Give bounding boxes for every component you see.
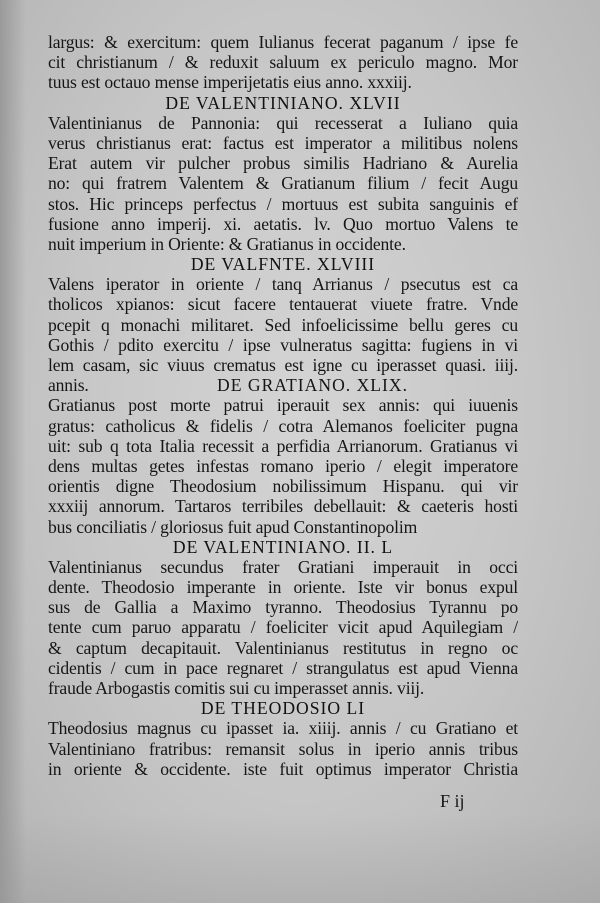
text-line: & captum decapitauit. Valentinianus restitutus in regno oc <box>48 637 518 658</box>
text-line: cidentis / cum in pace regnaret / strangulatus est apud Vienna <box>48 657 518 678</box>
text-line: pcepit q monachi militaret. Sed infoelicissime bellu geres cu <box>48 314 518 335</box>
text-line: fraude Arbogastis comitis sui cu imperasset annis. viij. <box>48 678 425 698</box>
section-valens <box>48 254 518 395</box>
text-line: dente. Theodosio imperante in oriente. Iste vir bonus expul <box>48 577 518 598</box>
intro-paragraph <box>48 32 518 93</box>
section-heading: DE VALENTINIANO. II. L <box>172 536 394 557</box>
text-line: Gratianus post morte patrui iperauit sex annis: qui iuuenis <box>48 395 518 416</box>
text-line: stos. Hic princeps perfectus / mortuus est subita sanguinis ef <box>48 193 518 214</box>
text-line: tholicos xpianos: sicut facere tentauerat viuete fratre. Vnde <box>48 294 518 315</box>
text-line: orientis digne Theodosium nobilissimum Hispanu. qui vir <box>48 476 518 497</box>
gutter-shadow <box>0 0 26 903</box>
section-heading: DE VALFNTE. XLVIII <box>190 254 376 275</box>
text-line: verus christianus erat: factus est imperator a militibus nolens <box>48 132 518 153</box>
text-line: uit: sub q tota Italia recessit a perfidia Arrianorum. Gratianus vi <box>48 435 518 456</box>
text-line: fusione anno imperij. xi. aetatis. lv. Quo mortuo Valens te <box>48 213 518 234</box>
text-line: gratus: catholicus & fidelis / cotra Alemanos foeliciter pugna <box>48 415 518 436</box>
text-fragment: annis. <box>48 375 89 396</box>
text-line: bus conciliatis / gloriosus fuit apud Constantinopolim <box>48 516 418 537</box>
section-heading: DE THEODOSIO LI <box>200 698 366 719</box>
signature-mark: F ij <box>440 791 465 811</box>
text-line: cit christianum / & reduxit saluum ex periculo magno. Mor <box>48 52 518 73</box>
text-line: in oriente & occidente. iste fuit optimus imperator Christia <box>48 758 518 779</box>
text-line: Valentiniano fratribus: remansit solus in iperio annis tribus <box>48 738 518 759</box>
section-heading: DE VALENTINIANO. XLVII <box>165 92 401 113</box>
text-line <box>48 375 518 395</box>
text-line: Valens iperator in oriente / tanq Arrianus / psecutus est ca <box>48 274 518 295</box>
text-line: xxxiij annorum. Tartaros terribiles debellauit: & caeteris hosti <box>48 496 518 517</box>
text-line: sus de Gallia a Maximo tyranno. Theodosius Tyrannu po <box>48 597 518 618</box>
text-line: tuus est octauo mense imperijetatis eius anno. xxxiij. <box>48 72 412 93</box>
text-line: dens multas getes infestas romano iperio / elegit imperatore <box>48 455 518 476</box>
text-line: Valentinianus secundus frater Gratiani imperauit in occi <box>48 556 518 577</box>
text-block <box>48 32 518 779</box>
text-line: lem casam, sic viuus crematus est igne cu iperasset quasi. iiij. <box>48 355 518 375</box>
section-heading: DE GRATIANO. XLIX. <box>217 375 408 396</box>
section-theodosius <box>48 698 518 779</box>
text-line: Gothis / pdito exercitu / ipse vulneratus sagitta: fugiens in vi <box>48 334 518 355</box>
section-valentinian-ii <box>48 537 518 699</box>
text-line: tente cum paruo apparatu / foeliciter vicit apud Aquilegiam / <box>48 617 518 638</box>
text-line: nuit imperium in Oriente: & Gratianus in occidente. <box>48 233 406 254</box>
section-gratian <box>48 395 518 536</box>
paper-stain <box>0 813 600 903</box>
text-line: Erat autem vir pulcher probus similis Hadriano & Aurelia <box>48 153 518 174</box>
text-line: Theodosius magnus cu ipasset ia. xiiij. annis / cu Gratiano et <box>48 718 518 739</box>
section-valentinian <box>48 93 518 255</box>
text-line: largus: & exercitum: quem Iulianus fecerat paganum / ipse fe <box>48 32 518 52</box>
text-line: Valentinianus de Pannonia: qui recesserat a Iuliano quia <box>48 112 518 133</box>
text-line: no: qui fratrem Valentem & Gratianum filium / fecit Augu <box>48 173 518 194</box>
